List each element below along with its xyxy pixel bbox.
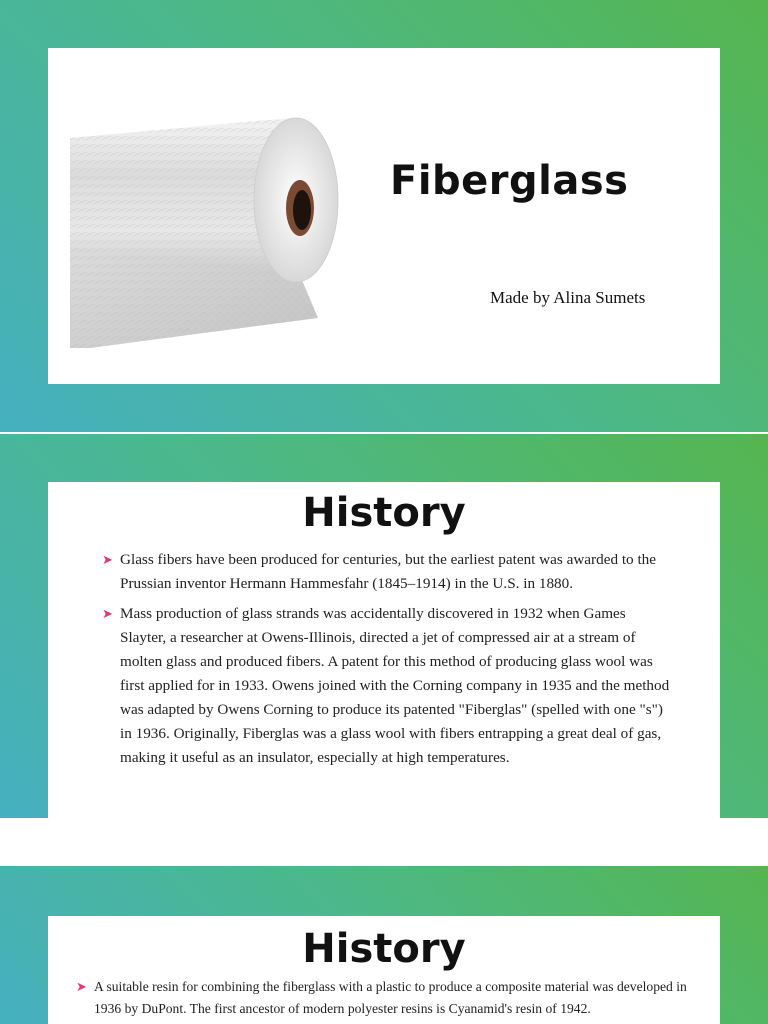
bullet-text: A suitable resin for combining the fiberglass with a plastic to produce a composite material was developed in 1936 by DuPont. The first ancestor of modern polyester resins is Cyanamid's resin of 1942. [94, 979, 687, 1016]
fiberglass-roll-image [70, 78, 342, 350]
list-item [76, 976, 706, 1020]
title-slide-card [48, 48, 720, 384]
list-item [102, 602, 672, 770]
history-slide-1 [0, 434, 768, 818]
arrowhead-bullet-icon: ➤ [102, 606, 113, 621]
bullet-text: Glass fibers have been produced for centuries, but the earliest patent was awarded to the Prussian inventor Hermann Hammesfahr (1845–1914) in the U.S. in 1880. [120, 551, 656, 592]
title-slide [0, 0, 768, 432]
history-slide-1-card [48, 482, 720, 818]
history-slide-2 [0, 866, 768, 1024]
history-slide-2-card [48, 916, 720, 1024]
author-credit: Made by Alina Sumets [490, 288, 646, 307]
list-item [102, 548, 672, 596]
bullet-list [102, 548, 672, 776]
presentation-title: Fiberglass [390, 158, 629, 204]
arrowhead-bullet-icon: ➤ [76, 979, 87, 994]
bullet-text: Mass production of glass strands was accidentally discovered in 1932 when Games Slayter, a researcher at Owens-Illinois, directed a jet of compressed air at a stream of molten glass and produced fibers. A patent for this method of producing glass wool was first applied for in 1933. Owens joined with the Corning company in 1935 and the method was adapted by Owens Corning to produce its patented "Fiberglas" (spelled with one "s") in 1936. Originally, Fiberglas was a glass wool with fibers entrapping a great deal of gas, making it useful as an insulator, especially at high temperatures. [120, 605, 670, 766]
fiberglass-roll-illustration [70, 78, 342, 350]
slide-heading: History [302, 490, 466, 536]
bullet-list [76, 976, 706, 1024]
arrowhead-bullet-icon: ➤ [102, 552, 113, 567]
slide-heading: History [302, 926, 466, 972]
